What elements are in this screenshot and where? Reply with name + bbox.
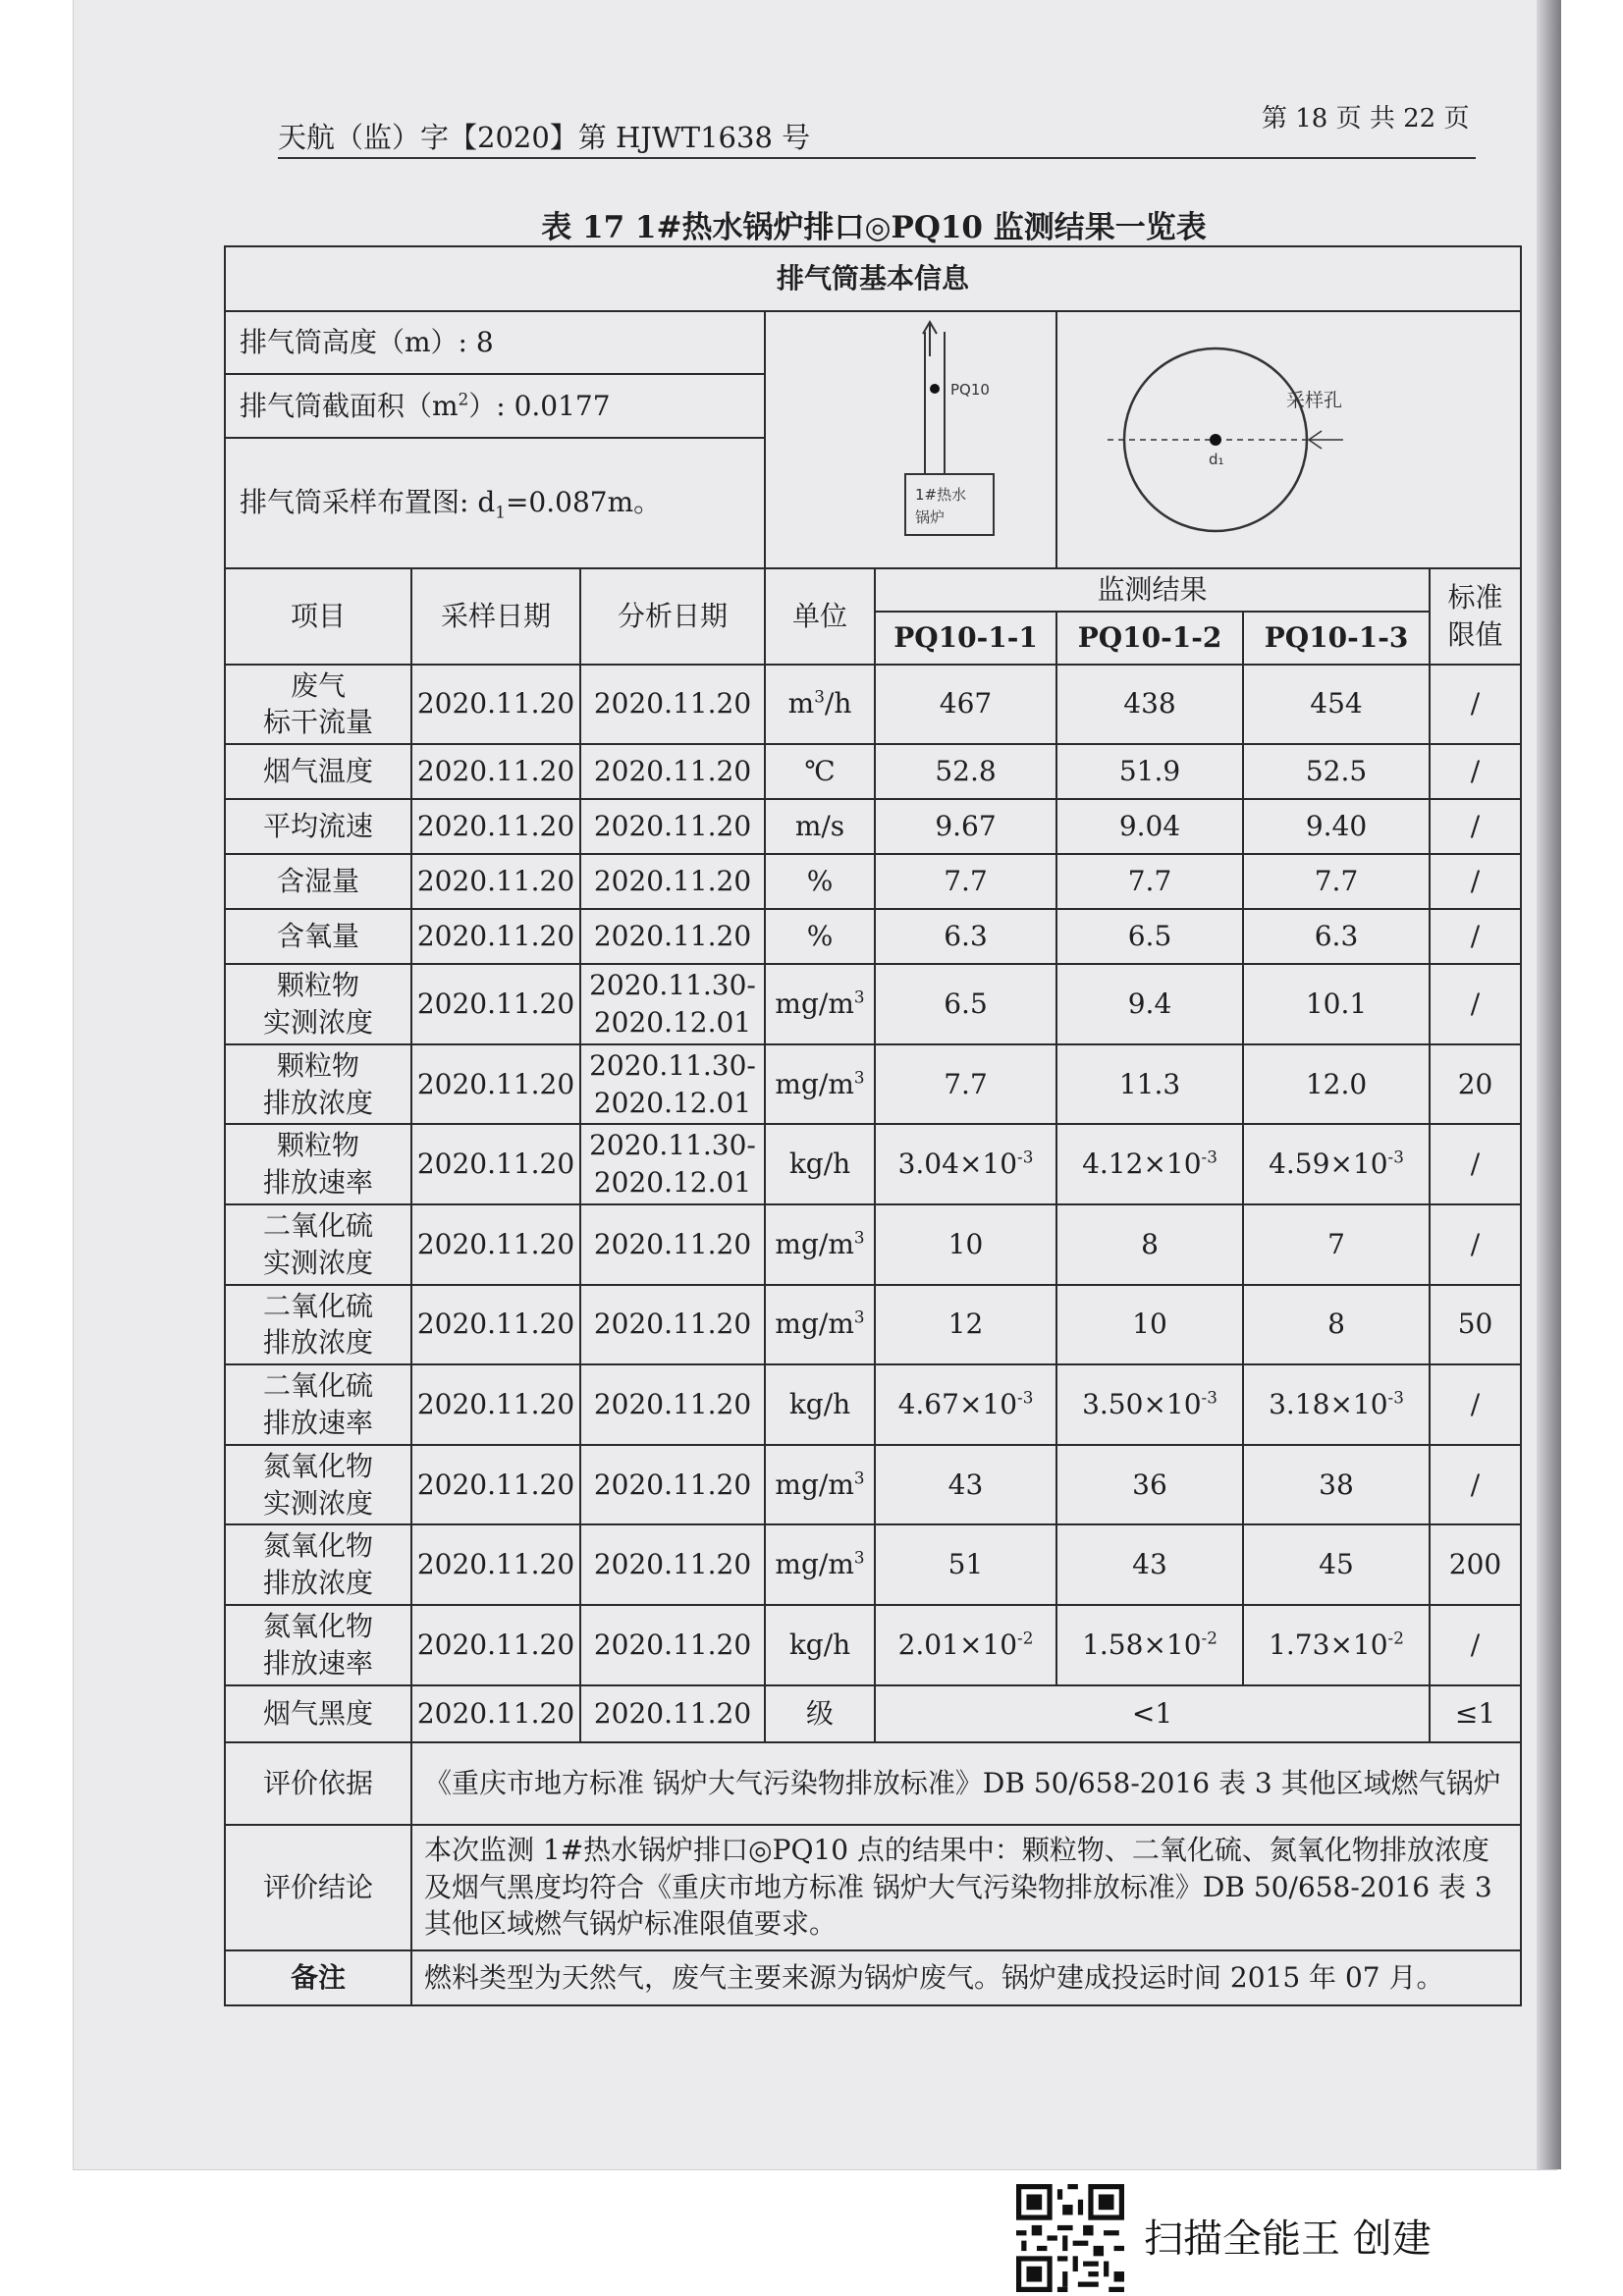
diagram-boiler-line2: 锅炉 bbox=[915, 508, 946, 526]
result-sample-2: 10 bbox=[1056, 1285, 1243, 1365]
smoke-row bbox=[225, 1685, 1521, 1742]
row-item: 平均流速 bbox=[225, 799, 411, 854]
row-sample-date: 2020.11.20 bbox=[411, 1524, 580, 1605]
row-limit: / bbox=[1430, 909, 1521, 964]
row-sample-date: 2020.11.20 bbox=[411, 1124, 580, 1204]
result-sample-3: $4.59\times 10^{-3}$ bbox=[1243, 1124, 1430, 1204]
row-sample-date: 2020.11.20 bbox=[411, 909, 580, 964]
row-sample-date: 2020.11.20 bbox=[411, 1285, 580, 1365]
result-sample-3: 6.3 bbox=[1243, 909, 1430, 964]
row-analysis-date: 2020.11.20 bbox=[580, 854, 765, 909]
table-row bbox=[225, 1285, 1521, 1365]
table-row bbox=[225, 1204, 1521, 1285]
cross-section-sketch bbox=[1058, 312, 1520, 558]
row-analysis-date: 2020.11.20 bbox=[580, 1364, 765, 1445]
basis-text: 《重庆市地方标准 锅炉大气污染物排放标准》DB 50/658-2016 表 3 其他区域燃气锅炉 bbox=[411, 1742, 1521, 1825]
row-limit: 20 bbox=[1430, 1044, 1521, 1125]
row-unit: ℃ bbox=[765, 744, 875, 799]
row-unit: $mg/m^3$ bbox=[765, 964, 875, 1044]
row-analysis-date: 2020.11.20 bbox=[580, 799, 765, 854]
result-sample-2: 8 bbox=[1056, 1204, 1243, 1285]
table-row bbox=[225, 799, 1521, 854]
result-sample-2: 9.4 bbox=[1056, 964, 1243, 1044]
col-sample-1: PQ10-1-1 bbox=[875, 612, 1056, 665]
col-analysis-date: 分析日期 bbox=[580, 568, 765, 665]
report-number: 天航（监）字【2020】第 HJWT1638 号 bbox=[278, 121, 811, 154]
monitoring-results-table bbox=[224, 245, 1522, 2006]
row-limit: / bbox=[1430, 799, 1521, 854]
table-title: 表 17 1#热水锅炉排口◎PQ10 监测结果一览表 bbox=[541, 210, 1207, 245]
diagram-d-label: d₁ bbox=[1208, 451, 1224, 468]
result-sample-1: 12 bbox=[875, 1285, 1056, 1365]
diagram-point-label: PQ10 bbox=[950, 381, 990, 399]
smoke-unit: 级 bbox=[765, 1685, 875, 1742]
table-row bbox=[225, 1605, 1521, 1685]
row-item: 废气 标干流量 bbox=[225, 665, 411, 745]
row-sample-date: 2020.11.20 bbox=[411, 744, 580, 799]
row-item: 颗粒物 排放浓度 bbox=[225, 1044, 411, 1125]
result-sample-1: 9.67 bbox=[875, 799, 1056, 854]
result-sample-2: $1.58\times 10^{-2}$ bbox=[1056, 1605, 1243, 1685]
row-sample-date: 2020.11.20 bbox=[411, 854, 580, 909]
row-unit: $mg/m^3$ bbox=[765, 1044, 875, 1125]
table-row bbox=[225, 909, 1521, 964]
row-unit: $mg/m^3$ bbox=[765, 1445, 875, 1525]
row-unit: m/s bbox=[765, 799, 875, 854]
row-limit: 200 bbox=[1430, 1524, 1521, 1605]
row-limit: / bbox=[1430, 854, 1521, 909]
row-item: 氮氧化物 排放速率 bbox=[225, 1605, 411, 1685]
result-sample-3: $1.73\times 10^{-2}$ bbox=[1243, 1605, 1430, 1685]
row-analysis-date: 2020.11.30- 2020.12.01 bbox=[580, 1124, 765, 1204]
scanner-watermark bbox=[1016, 2184, 1566, 2292]
result-sample-3: $3.18\times 10^{-3}$ bbox=[1243, 1364, 1430, 1445]
stack-area: 排气筒截面积$(m^2)$: 0.0177 bbox=[225, 374, 765, 437]
row-analysis-date: 2020.11.20 bbox=[580, 1524, 765, 1605]
qr-code-icon bbox=[1016, 2184, 1124, 2292]
result-sample-3: 8 bbox=[1243, 1285, 1430, 1365]
sampling-port-label: 采样孔 bbox=[1285, 390, 1342, 411]
conclusion-label: 评价结论 bbox=[225, 1825, 411, 1950]
row-limit: 50 bbox=[1430, 1285, 1521, 1365]
row-limit: / bbox=[1430, 1445, 1521, 1525]
remark-text: 燃料类型为天然气，废气主要来源为锅炉废气。锅炉建成投运时间 2015 年 07 月。 bbox=[411, 1950, 1521, 2005]
table-row bbox=[225, 665, 1521, 745]
result-sample-1: 7.7 bbox=[875, 854, 1056, 909]
result-sample-1: 51 bbox=[875, 1524, 1056, 1605]
result-sample-1: 6.5 bbox=[875, 964, 1056, 1044]
row-limit: / bbox=[1430, 1204, 1521, 1285]
row-limit: / bbox=[1430, 964, 1521, 1044]
row-unit: $mg/m^3$ bbox=[765, 1285, 875, 1365]
basis-label: 评价依据 bbox=[225, 1742, 411, 1825]
table-row bbox=[225, 854, 1521, 909]
row-item: 氮氧化物 排放浓度 bbox=[225, 1524, 411, 1605]
result-sample-3: 9.40 bbox=[1243, 799, 1430, 854]
row-item: 含湿量 bbox=[225, 854, 411, 909]
result-sample-2: 7.7 bbox=[1056, 854, 1243, 909]
row-item: 颗粒物 排放速率 bbox=[225, 1124, 411, 1204]
result-sample-3: 10.1 bbox=[1243, 964, 1430, 1044]
row-item: 二氧化硫 排放浓度 bbox=[225, 1285, 411, 1365]
row-unit: % bbox=[765, 854, 875, 909]
row-unit: kg/h bbox=[765, 1605, 875, 1685]
diagram-boiler-line1: 1#热水 bbox=[915, 486, 967, 504]
result-sample-1: $4.67\times 10^{-3}$ bbox=[875, 1364, 1056, 1445]
result-sample-2: 6.5 bbox=[1056, 909, 1243, 964]
table-row bbox=[225, 1124, 1521, 1204]
smoke-sample-date: 2020.11.20 bbox=[411, 1685, 580, 1742]
row-analysis-date: 2020.11.20 bbox=[580, 1445, 765, 1525]
smoke-analysis-date: 2020.11.20 bbox=[580, 1685, 765, 1742]
row-limit: / bbox=[1430, 665, 1521, 745]
row-unit: $mg/m^3$ bbox=[765, 1204, 875, 1285]
result-sample-1: 7.7 bbox=[875, 1044, 1056, 1125]
row-unit: kg/h bbox=[765, 1364, 875, 1445]
result-sample-1: $2.01\times 10^{-2}$ bbox=[875, 1605, 1056, 1685]
row-item: 含氧量 bbox=[225, 909, 411, 964]
stack-sketch bbox=[766, 312, 1056, 558]
cross-section-diagram bbox=[1056, 311, 1521, 568]
col-sample-3: PQ10-1-3 bbox=[1243, 612, 1430, 665]
result-sample-3: 454 bbox=[1243, 665, 1430, 745]
result-sample-1: 6.3 bbox=[875, 909, 1056, 964]
sampling-point-icon bbox=[930, 384, 940, 394]
result-sample-3: 38 bbox=[1243, 1445, 1430, 1525]
row-limit: / bbox=[1430, 1124, 1521, 1204]
row-sample-date: 2020.11.20 bbox=[411, 1204, 580, 1285]
result-sample-3: 7 bbox=[1243, 1204, 1430, 1285]
row-unit: kg/h bbox=[765, 1124, 875, 1204]
remark-label: 备注 bbox=[225, 1950, 411, 2005]
row-analysis-date: 2020.11.20 bbox=[580, 1285, 765, 1365]
row-sample-date: 2020.11.20 bbox=[411, 964, 580, 1044]
table-row bbox=[225, 1044, 1521, 1125]
page-edge-shadow bbox=[1537, 0, 1561, 2169]
result-sample-1: 467 bbox=[875, 665, 1056, 745]
table-row bbox=[225, 1445, 1521, 1525]
smoke-item: 烟气黑度 bbox=[225, 1685, 411, 1742]
row-analysis-date: 2020.11.20 bbox=[580, 665, 765, 745]
scanner-label: 扫描全能王 创建 bbox=[1144, 2216, 1432, 2262]
row-sample-date: 2020.11.20 bbox=[411, 1445, 580, 1525]
row-analysis-date: 2020.11.30- 2020.12.01 bbox=[580, 964, 765, 1044]
row-analysis-date: 2020.11.20 bbox=[580, 909, 765, 964]
row-sample-date: 2020.11.20 bbox=[411, 665, 580, 745]
row-sample-date: 2020.11.20 bbox=[411, 1605, 580, 1685]
result-sample-2: 9.04 bbox=[1056, 799, 1243, 854]
table-row bbox=[225, 1524, 1521, 1605]
row-limit: / bbox=[1430, 1364, 1521, 1445]
result-sample-2: 36 bbox=[1056, 1445, 1243, 1525]
row-unit: $m^3/h$ bbox=[765, 665, 875, 745]
result-sample-1: 43 bbox=[875, 1445, 1056, 1525]
row-item: 二氧化硫 排放速率 bbox=[225, 1364, 411, 1445]
stack-info-heading: 排气筒基本信息 bbox=[225, 246, 1521, 311]
smoke-limit: ≤1 bbox=[1430, 1685, 1521, 1742]
center-point-icon bbox=[1210, 434, 1221, 446]
row-analysis-date: 2020.11.20 bbox=[580, 744, 765, 799]
result-sample-3: 12.0 bbox=[1243, 1044, 1430, 1125]
row-analysis-date: 2020.11.30- 2020.12.01 bbox=[580, 1044, 765, 1125]
row-unit: $mg/m^3$ bbox=[765, 1524, 875, 1605]
data-rows bbox=[225, 665, 1521, 1685]
stack-layout: 排气筒采样布置图: $d_1=0.087m$。 bbox=[225, 438, 765, 568]
conclusion-text: 本次监测 1#热水锅炉排口◎PQ10 点的结果中：颗粒物、二氧化硫、氮氧化物排放浓度及烟气黑度均符合《重庆市地方标准 锅炉大气污染物排放标准》DB 50/658-2016 表 3 其他区域燃气锅炉标准限值要求。 bbox=[411, 1825, 1521, 1950]
result-sample-2: 51.9 bbox=[1056, 744, 1243, 799]
col-item: 项目 bbox=[225, 568, 411, 665]
result-sample-1: 10 bbox=[875, 1204, 1056, 1285]
stack-side-diagram bbox=[765, 311, 1056, 568]
row-limit: / bbox=[1430, 1605, 1521, 1685]
row-sample-date: 2020.11.20 bbox=[411, 1364, 580, 1445]
col-results: 监测结果 bbox=[875, 568, 1430, 612]
col-limit: 标准 限值 bbox=[1430, 568, 1521, 665]
header-divider bbox=[278, 157, 1476, 159]
table-row bbox=[225, 964, 1521, 1044]
result-sample-3: 45 bbox=[1243, 1524, 1430, 1605]
result-sample-2: 43 bbox=[1056, 1524, 1243, 1605]
table-row bbox=[225, 744, 1521, 799]
result-sample-1: $3.04\times 10^{-3}$ bbox=[875, 1124, 1056, 1204]
result-sample-2: 438 bbox=[1056, 665, 1243, 745]
row-item: 氮氧化物 实测浓度 bbox=[225, 1445, 411, 1525]
row-item: 二氧化硫 实测浓度 bbox=[225, 1204, 411, 1285]
result-sample-2: 11.3 bbox=[1056, 1044, 1243, 1125]
result-sample-1: 52.8 bbox=[875, 744, 1056, 799]
row-item: 烟气温度 bbox=[225, 744, 411, 799]
result-sample-2: $4.12\times 10^{-3}$ bbox=[1056, 1124, 1243, 1204]
col-unit: 单位 bbox=[765, 568, 875, 665]
col-sample-date: 采样日期 bbox=[411, 568, 580, 665]
result-sample-3: 7.7 bbox=[1243, 854, 1430, 909]
stack-height: 排气筒高度（m）: 8 bbox=[225, 311, 765, 374]
page-info: 第 18 页 共 22 页 bbox=[1262, 104, 1470, 133]
table-row bbox=[225, 1364, 1521, 1445]
row-analysis-date: 2020.11.20 bbox=[580, 1204, 765, 1285]
smoke-value: <1 bbox=[875, 1685, 1430, 1742]
row-limit: / bbox=[1430, 744, 1521, 799]
row-sample-date: 2020.11.20 bbox=[411, 799, 580, 854]
result-sample-3: 52.5 bbox=[1243, 744, 1430, 799]
row-item: 颗粒物 实测浓度 bbox=[225, 964, 411, 1044]
row-unit: % bbox=[765, 909, 875, 964]
row-analysis-date: 2020.11.20 bbox=[580, 1605, 765, 1685]
result-sample-2: $3.50\times 10^{-3}$ bbox=[1056, 1364, 1243, 1445]
col-sample-2: PQ10-1-2 bbox=[1056, 612, 1243, 665]
row-sample-date: 2020.11.20 bbox=[411, 1044, 580, 1125]
